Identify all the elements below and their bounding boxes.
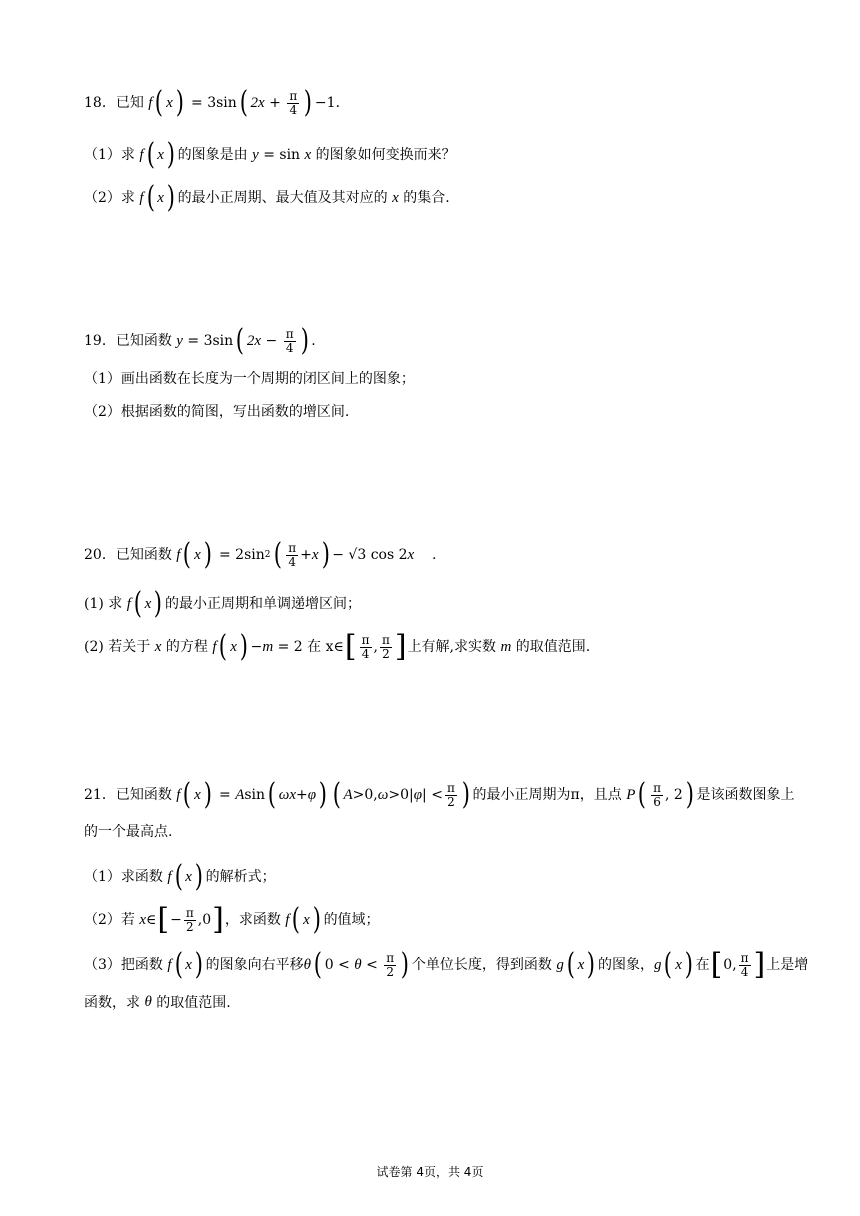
q21-stem-cont: 的一个最高点. — [84, 824, 173, 840]
q21-part3-cont: 函数，求 θ 的取值范围. — [84, 994, 231, 1011]
q21-part3: （3）把函数 f ( x ) 的图象向右平移 θ ( 0 < θ < $\frac{\pi}{2}$ ) 个单位长度，得到函数 g ( x ) 的图象， g ( x ) 在 [ 0, $\frac{\pi}{4}$ ] 上是增 — [84, 947, 809, 982]
q21-part2: （2）若 x ∈ [ − $\frac{\pi}{2}$ ,0 ] ，求函数 f ( x ) 的值域； — [84, 902, 380, 937]
q19-part2: （2）根据函数的简图，写出函数的增区间. — [84, 404, 350, 420]
q19-stem: 19．已知函数 y = 3sin ( 2x − $\frac{\pi}{4}$ ) . — [84, 323, 316, 358]
q21-part1: （1）求函数 f ( x ) 的解析式； — [84, 859, 276, 894]
q19-part1: （1）画出函数在长度为一个周期的闭区间上的图象； — [84, 371, 415, 387]
q21-stem: 21．已知函数 f ( x ) = A sin ( ωx + φ ) ( A >0, ω >0| φ | < $\frac{\pi}{2}$ ) 的最小正周期为π，且点 P ( $\frac{\pi}{6}$ , 2 ) 是该函数图象上 — [84, 777, 795, 812]
page-footer: 试卷第 4页，共 4页 — [376, 1165, 484, 1179]
q20-part2: (2) 若关于 x 的方程 f ( x ) − m = 2 在 x∈ [ $\frac{\pi}{4}$ , $\frac{\pi}{2}$ ] 上有解,求实数 m 的取值范围. — [84, 629, 591, 664]
q18-part2: （2）求 f ( x ) 的最小正周期、最大值及其对应的 x 的集合. — [84, 180, 450, 215]
q18-stem: 18．已知 f ( x ) = 3sin ( 2x + $\frac{\pi}{4}$ ) −1 ． — [84, 85, 350, 120]
q20-part1: (1) 求 f ( x ) 的最小正周期和单调递增区间； — [84, 586, 362, 621]
q18-part1: （1）求 f ( x ) 的图象是由 y = sin x 的图象如何变换而来？ — [84, 137, 456, 172]
q20-stem: 20．已知函数 f ( x ) = 2sin 2 ( $\frac{\pi}{4}$ + x ) − √3 cos 2 x . — [84, 537, 437, 572]
